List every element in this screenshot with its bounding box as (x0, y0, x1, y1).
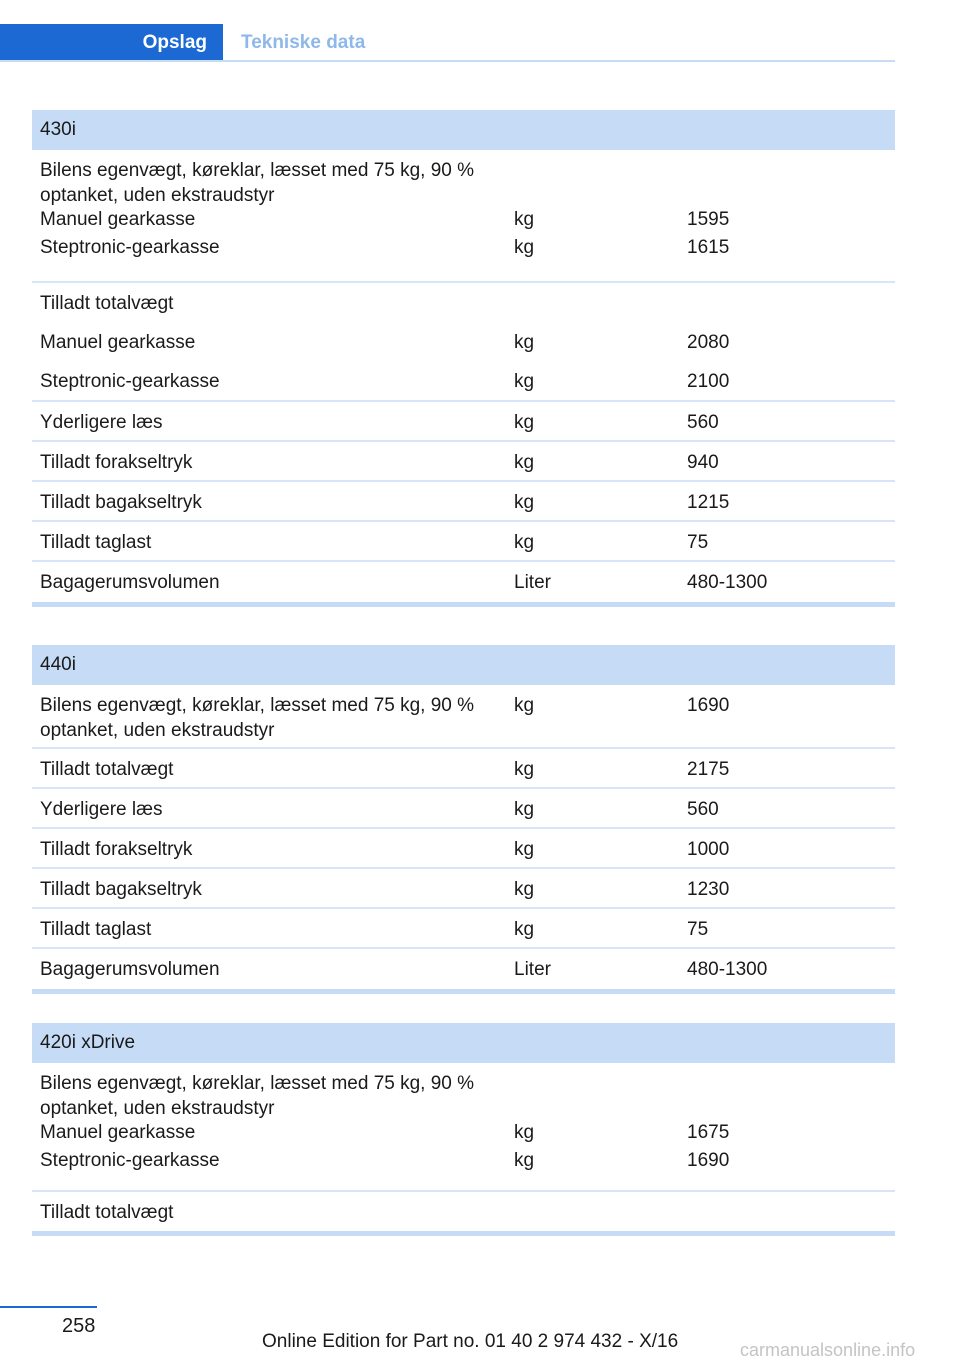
row-label: Steptronic-gearkasse (40, 237, 220, 258)
row-value: 2080 (687, 332, 730, 353)
row-value: 1690 (687, 1150, 730, 1171)
row-unit: kg (514, 799, 535, 820)
row-unit: kg (514, 879, 535, 900)
row-label: Steptronic-gearkasse (40, 1150, 220, 1171)
page-number: 258 (62, 1315, 96, 1337)
row-value: 560 (687, 412, 719, 433)
table-title: 420i xDrive (32, 1023, 895, 1063)
table-row (32, 522, 895, 562)
row-label: Bilens egenvægt, køreklar, læsset med 75 kg, 90 % optanket, uden ekstraudstyr (40, 695, 475, 741)
table-row (32, 562, 895, 602)
row-label: Bagagerumsvolumen (40, 572, 220, 593)
tab-opslag-label: Opslag (142, 31, 207, 53)
tab-opslag[interactable] (0, 24, 223, 61)
table-row (32, 1192, 895, 1231)
table-title: 440i (32, 645, 895, 685)
row-value: 480-1300 (687, 572, 768, 593)
table-row (32, 323, 895, 362)
table-row (32, 362, 895, 402)
row-unit: kg (514, 919, 535, 940)
spec-table-430i (32, 110, 895, 607)
spec-table-420i-xdrive (32, 1023, 895, 1236)
row-label: Tilladt totalvægt (40, 759, 174, 780)
row-label: Tilladt bagakseltryk (40, 492, 202, 513)
row-label: Tilladt forakseltryk (40, 839, 193, 860)
table-row (32, 749, 895, 789)
row-label: Manuel gearkasse (40, 209, 196, 230)
table-row (32, 869, 895, 909)
row-label: Tilladt forakseltryk (40, 452, 193, 473)
row-unit: kg (514, 1122, 535, 1143)
table-row (32, 150, 895, 206)
row-label: Bagagerumsvolumen (40, 959, 220, 980)
row-value: 1615 (687, 237, 730, 258)
row-label: Yderligere læs (40, 412, 163, 433)
row-label: Manuel gearkasse (40, 1122, 196, 1143)
row-unit: kg (514, 532, 535, 553)
row-unit: kg (514, 371, 535, 392)
table-row (32, 1147, 895, 1192)
row-unit: kg (514, 452, 535, 473)
table-row (32, 442, 895, 482)
spec-table-440i (32, 645, 895, 994)
row-unit: kg (514, 1150, 535, 1171)
edition-footer: Online Edition for Part no. 01 40 2 974 432 - X/16 (262, 1331, 679, 1352)
row-unit: kg (514, 759, 535, 780)
row-label: Yderligere læs (40, 799, 163, 820)
tab-tekniske-data[interactable] (241, 24, 365, 61)
tab-tekniske-data-label: Tekniske data (241, 31, 366, 53)
row-label: Tilladt taglast (40, 532, 152, 553)
row-label: Manuel gearkasse (40, 332, 196, 353)
row-unit: Liter (514, 572, 551, 593)
table-bottom-bar (32, 1231, 895, 1236)
watermark: carmanualsonline.info (740, 1340, 916, 1360)
table-row (32, 482, 895, 522)
table-row (32, 829, 895, 869)
row-label: Bilens egenvægt, køreklar, læsset med 75 kg, 90 % optanket, uden ekstraudstyr (40, 160, 475, 206)
header-divider (0, 60, 895, 62)
row-value: 1230 (687, 879, 730, 900)
table-row (32, 1063, 895, 1119)
table-row (32, 234, 895, 283)
table-row (32, 685, 895, 749)
row-unit: kg (514, 492, 535, 513)
row-value: 1690 (687, 695, 730, 716)
row-label: Tilladt bagakseltryk (40, 879, 202, 900)
table-row (32, 789, 895, 829)
row-value: 1000 (687, 839, 730, 860)
row-unit: kg (514, 332, 535, 353)
row-unit: kg (514, 695, 535, 716)
row-value: 1675 (687, 1122, 730, 1143)
row-label: Steptronic-gearkasse (40, 371, 220, 392)
row-value: 480-1300 (687, 959, 768, 980)
row-label: Tilladt totalvægt (40, 1202, 174, 1223)
row-unit: kg (514, 237, 535, 258)
table-bottom-bar (32, 602, 895, 607)
row-unit: Liter (514, 959, 551, 980)
page-number-rule (0, 1306, 97, 1308)
row-label: Tilladt taglast (40, 919, 152, 940)
row-value: 1215 (687, 492, 730, 513)
table-row (32, 909, 895, 949)
row-value: 560 (687, 799, 719, 820)
row-value: 75 (687, 919, 709, 940)
row-value: 75 (687, 532, 709, 553)
row-unit: kg (514, 209, 535, 230)
row-value: 940 (687, 452, 719, 473)
table-bottom-bar (32, 989, 895, 994)
table-row (32, 949, 895, 989)
row-unit: kg (514, 412, 535, 433)
table-title: 430i (32, 110, 895, 150)
row-value: 2175 (687, 759, 730, 780)
row-label: Bilens egenvægt, køreklar, læsset med 75 kg, 90 % optanket, uden ekstraudstyr (40, 1073, 475, 1119)
row-label: Tilladt totalvægt (40, 293, 174, 314)
table-row (32, 402, 895, 442)
table-row (32, 283, 895, 323)
row-value: 1595 (687, 209, 730, 230)
row-unit: kg (514, 839, 535, 860)
row-value: 2100 (687, 371, 730, 392)
